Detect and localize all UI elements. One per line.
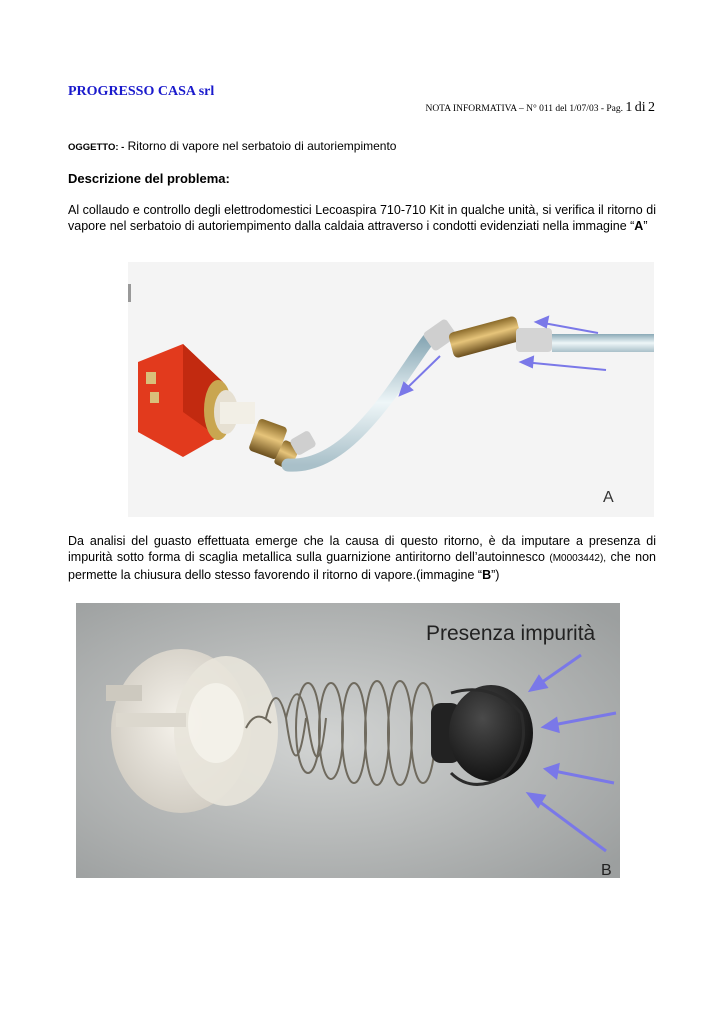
figure-b-label: B <box>601 862 612 878</box>
figure-ref-b: B <box>482 568 492 582</box>
section-heading: Descrizione del problema: <box>68 171 230 186</box>
document-reference <box>425 100 655 116</box>
paragraph-analysis-end: ”) <box>491 568 500 582</box>
part-code: (M0003442), <box>549 553 607 564</box>
subject-line <box>68 139 396 153</box>
paragraph-analysis-text: Da analisi del guasto effettuata emerge che la causa di questo ritorno, è da imputare a presenza di impurità sotto forma di scaglia metallica sulla guarnizione antiritorno dell’autoinnesco <box>68 534 656 564</box>
figure-b-caption: Presenza impurità <box>426 622 596 645</box>
page-total: 2 <box>648 100 655 115</box>
subject-label: OGGETTO: - <box>68 142 125 153</box>
page-of: di <box>634 100 646 115</box>
plastic-housing <box>106 649 278 813</box>
paragraph-analysis-text2: che non permette la chiusura dello stesso favorendo il ritorno di vapore.(immagine “ <box>68 550 656 582</box>
paragraph-analysis <box>68 533 656 583</box>
paragraph-intro-text: Al collaudo e controllo degli elettrodomestici Lecoaspira 710-710 Kit in qualche unità, si verifica il ritorno di vapore nel serbatoio di autoriempimento dalla caldaia attraverso i condotti evidenziati nella immagine “ <box>68 203 656 233</box>
company-name: PROGRESSO CASA srl <box>68 84 215 99</box>
figure-a-photo <box>128 262 654 517</box>
subject-text: Ritorno di vapore nel serbatoio di autoriempimento <box>127 139 397 153</box>
figure-a-label: A <box>603 489 614 506</box>
page-number: 1 <box>625 100 633 115</box>
nota-text: NOTA INFORMATIVA – N° 011 del 1/07/03 - Pag. <box>425 104 623 114</box>
paragraph-intro <box>68 202 656 234</box>
paragraph-intro-end: ” <box>643 219 648 233</box>
figure-b-photo <box>76 603 620 878</box>
figure-ref-a: A <box>634 219 644 233</box>
